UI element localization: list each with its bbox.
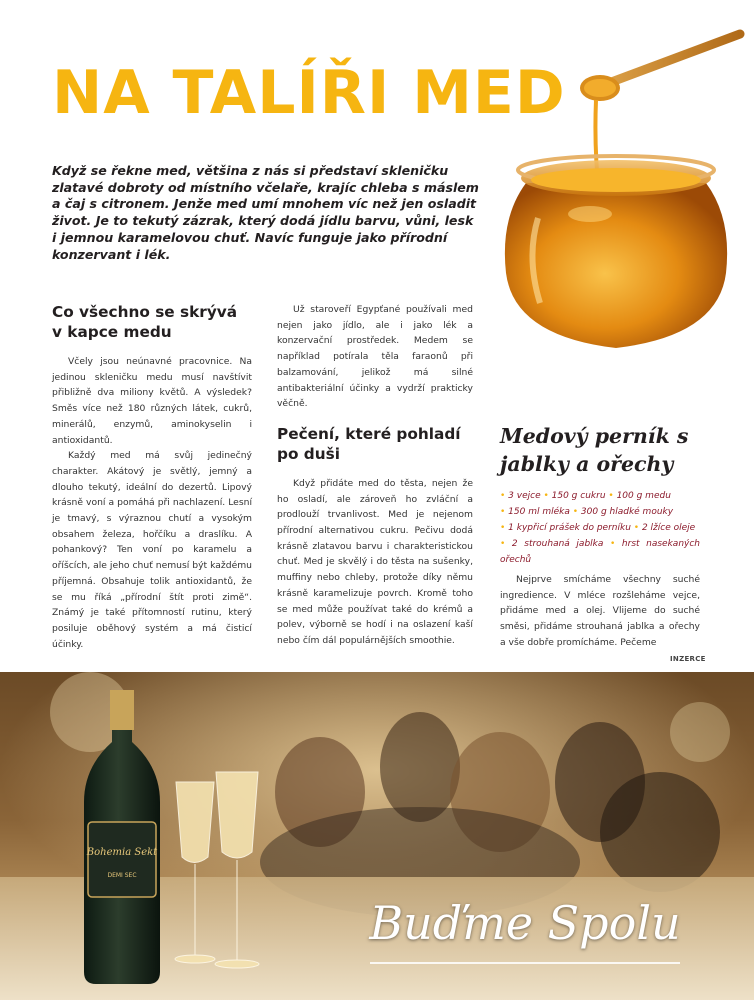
section-honey-composition (52, 302, 252, 652)
ingredient-line: • 2 strouhaná jablka • hrst nasekaných ořechů (500, 539, 701, 565)
recipe-method: Nejprve smícháme všechny suché ingredience. V mléce rozšleháme vejce, přidáme med a olej. Vlijeme do suché směsi, přidáme strouhaná jablka a ořechy a vše dobře promícháme. Pečeme (500, 574, 700, 648)
section-heading: Co všechno se skrývá v kapce medu (52, 303, 238, 341)
section-baking (277, 302, 473, 649)
body-paragraph: Už staroveří Egypťané používali med nejen jako jídlo, ale i jako lék a konzervační prostředek. Medem se například potírala těla faraonů při balzamování, jelikož má silné antibakteriální účinky a vydrží prakticky věčně. (277, 304, 473, 410)
bullet-dot: • (540, 491, 552, 501)
bottle-sub-text: DEMI SEC (107, 872, 137, 879)
bullet-dot: • (603, 539, 622, 549)
intro-paragraph: Když se řekne med, většina z nás si představí skleničku zlatavé dobroty od místního včelaře, krajíc chleba s máslem a čaj s citronem. Jenže med umí mnohem víc než jen osladit život. Je to tekutý zázrak, který dodá jídlu barvu, vůni, lesk i jemnou karamelovou chuť. Navíc funguje jako přírodní konzervant i lék. (52, 163, 479, 262)
body-paragraph: Každý med má svůj jedinečný charakter. Akátový je světlý, jemný a dlouho tekutý, ideální do dezertů. Lipový krásně voní a pomáhá při nachlazení. Lesní je tmavý, s výraznou chutí a vysokým obsahem železa, hořčíku a draslíku. A pohankový? Ten voní po karamelu a oříšcích, ale jeho chuť nemusí být každému příjemná. Obsahuje tolik antioxidantů, že se mu říká „přírodní štít proti zimě“. Známý je také přítomností rutinu, který posiluje oběhový systém a má čisticí účinky. (52, 450, 252, 650)
honey-jar-image (478, 18, 754, 358)
bullet-dot: • (500, 523, 509, 533)
page-title: NA TALÍŘI MED (52, 58, 566, 128)
recipe-box (500, 422, 700, 651)
bullet-dot: • (500, 507, 509, 517)
bullet-dot: • (500, 539, 512, 549)
bullet-dot: • (630, 523, 642, 533)
ingredient-list (500, 488, 700, 568)
ingredient-line: • 150 ml mléka • 300 g hladké mouky (500, 507, 674, 517)
bullet-dot: • (605, 491, 617, 501)
bottle-brand-text: Bohemia Sekt (86, 847, 158, 858)
slogan-underline (370, 962, 680, 964)
body-paragraph: Když přidáte med do těsta, nejen že ho osladí, ale zároveň ho zvláční a prodlouží trvanlivost. Med je nejenom přírodní alternativou cukru. Pečivu dodá krásně zlatavou barvu i charakteristickou chuť. Med je skvělý i do těsta na sušenky, muffiny nebo chleby, protože díky němu krásně karamelizuje povrch. Kromě toho se med může používat také do krémů a polev, výborně se hodí i na oslazení kaší nebo čím dál populárnějších smoothie. (277, 477, 473, 646)
ad-slogan (350, 888, 700, 978)
section-heading: Pečení, které pohladí po duši (277, 424, 461, 463)
recipe-title: Medový perník s jablky a ořechy (500, 424, 689, 476)
bullet-dot: • (500, 491, 509, 501)
ingredient-line: • 3 vejce • 150 g cukru • 100 g medu (500, 491, 671, 501)
ingredient-line: • 1 kypřicí prášek do perníku • 2 lžíce oleje (500, 523, 696, 533)
ad-slogan-text: Buďme Spolu (369, 896, 681, 950)
bullet-dot: • (569, 507, 581, 517)
ad-label: INZERCE (670, 655, 706, 663)
body-paragraph: Včely jsou neúnavné pracovnice. Na jedinou skleničku medu musí navštívit přibližně dva miliony květů. A výsledek? Směs více než 180 různých látek, cukrů, minerálů, enzymů, aminokyselin i antioxidantů. (52, 356, 252, 446)
